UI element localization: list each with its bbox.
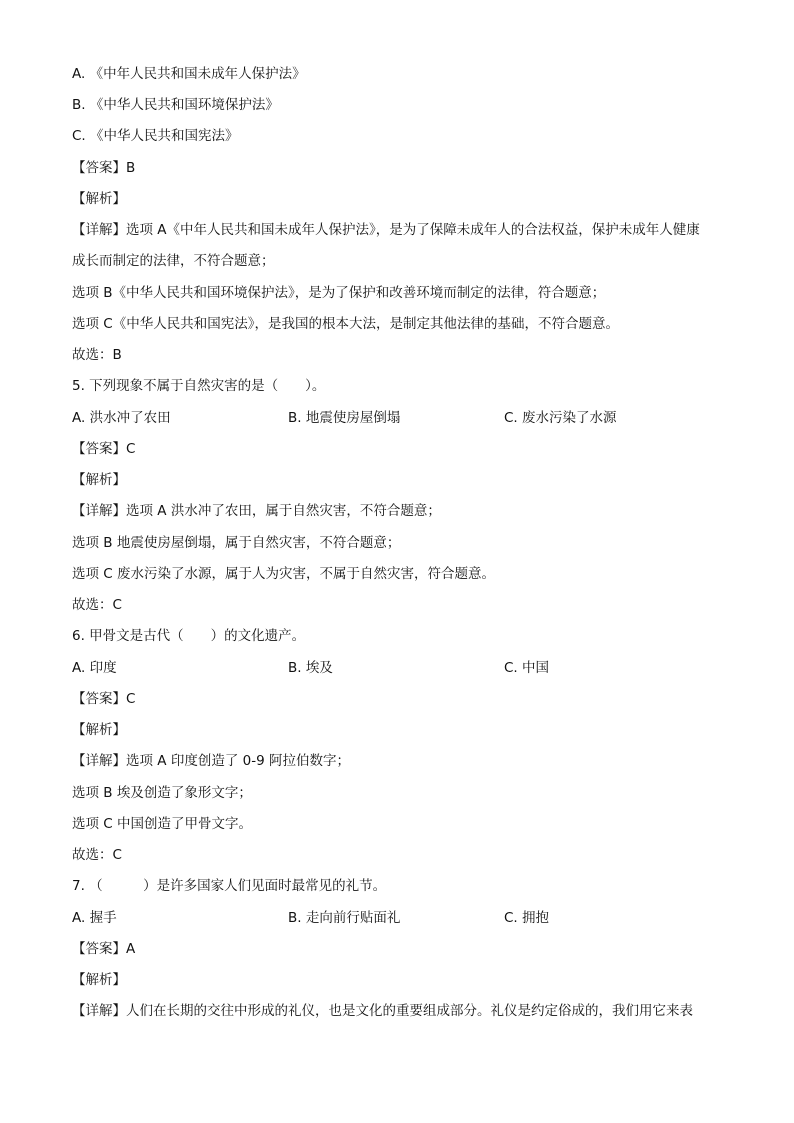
- analysis-heading: 【解析】: [72, 972, 126, 988]
- conclusion-line: 故选：C: [72, 597, 122, 613]
- option-c: C. 拥抱: [504, 910, 550, 926]
- analysis-heading: 【解析】: [72, 722, 126, 738]
- analysis-heading: 【解析】: [72, 191, 126, 207]
- option-line: B. 《中华人民共和国环境保护法》: [72, 97, 279, 113]
- explanation-line: 成长而制定的法律，不符合题意；: [72, 253, 275, 269]
- explanation-line: 选项 B 埃及创造了象形文字；: [72, 785, 252, 801]
- option-b: B. 埃及: [288, 660, 333, 676]
- option-a: A. 握手: [72, 910, 117, 926]
- explanation-line: 【详解】选项 A 洪水冲了农田，属于自然灾害，不符合题意；: [72, 503, 441, 519]
- option-b: B. 地震使房屋倒塌: [288, 410, 401, 426]
- explanation-line: 选项 C 中国创造了甲骨文字。: [72, 816, 253, 832]
- conclusion-line: 故选：B: [72, 347, 122, 363]
- conclusion-line: 故选：C: [72, 847, 122, 863]
- option-a: A. 洪水冲了农田: [72, 410, 171, 426]
- explanation-line: 选项 C 废水污染了水源，属于人为灾害，不属于自然灾害，符合题意。: [72, 566, 496, 582]
- answer-line: 【答案】C: [72, 441, 136, 457]
- question-7-options: [72, 908, 732, 928]
- explanation-line: 【详解】选项 A《中年人民共和国未成年人保护法》，是为了保障未成年人的合法权益，保护未成年人健康: [72, 222, 700, 238]
- question-6: 6. 甲骨文是古代（ ）的文化遗产。: [72, 628, 306, 644]
- option-line: A. 《中年人民共和国未成年人保护法》: [72, 66, 306, 82]
- answer-line: 【答案】C: [72, 691, 136, 707]
- answer-line: 【答案】A: [72, 941, 136, 957]
- option-a: A. 印度: [72, 660, 117, 676]
- option-c: C. 废水污染了水源: [504, 410, 617, 426]
- question-6-options: [72, 658, 732, 678]
- option-c: C. 中国: [504, 660, 550, 676]
- explanation-line: 【详解】选项 A 印度创造了 0-9 阿拉伯数字；: [72, 753, 350, 769]
- analysis-heading: 【解析】: [72, 472, 126, 488]
- option-b: B. 走向前行贴面礼: [288, 910, 401, 926]
- explanation-line: 【详解】人们在长期的交往中形成的礼仪，也是文化的重要组成部分。礼仪是约定俗成的，我们用它来表: [72, 1003, 693, 1019]
- question-5: 5. 下列现象不属于自然灾害的是（ ）。: [72, 378, 326, 394]
- question-7: 7. （ ）是许多国家人们见面时最常见的礼节。: [72, 878, 387, 894]
- option-line: C. 《中华人民共和国宪法》: [72, 128, 239, 144]
- explanation-line: 选项 B 地震使房屋倒塌，属于自然灾害，不符合题意；: [72, 535, 401, 551]
- answer-line: 【答案】B: [72, 160, 136, 176]
- explanation-line: 选项 C《中华人民共和国宪法》，是我国的根本大法，是制定其他法律的基础，不符合题意。: [72, 316, 619, 332]
- question-5-options: [72, 408, 732, 428]
- explanation-line: 选项 B《中华人民共和国环境保护法》，是为了保护和改善环境而制定的法律，符合题意；: [72, 285, 606, 301]
